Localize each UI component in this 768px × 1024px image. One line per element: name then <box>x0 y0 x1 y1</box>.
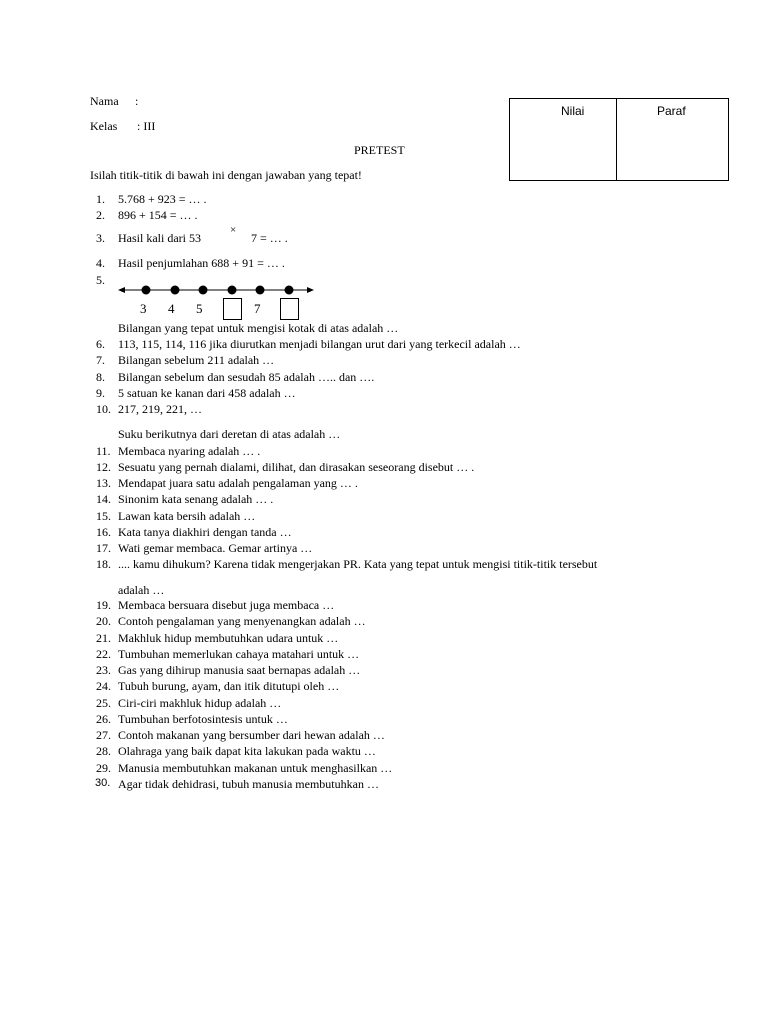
question-number: 28. <box>96 744 111 758</box>
question-number: 11. <box>96 444 111 458</box>
question-text: Membaca bersuara disebut juga membaca … <box>118 598 335 612</box>
number-line-caption: Bilangan yang tepat untuk mengisi kotak di atas adalah … <box>118 321 399 335</box>
question-text: Wati gemar membaca. Gemar artinya … <box>118 541 313 555</box>
question-number: 27. <box>96 728 111 742</box>
question-number: 20. <box>96 614 111 628</box>
number-line-point <box>256 286 265 295</box>
question-number: 22. <box>96 647 111 661</box>
number-line-point <box>228 286 237 295</box>
number-line-label: 3 <box>140 301 147 316</box>
question-text: Membaca nyaring adalah … . <box>118 444 261 458</box>
question-text: Bilangan sebelum dan sesudah 85 adalah ….. dan …. <box>118 370 375 384</box>
question-number: 2. <box>96 208 105 222</box>
nilai-header: Nilai <box>561 104 585 118</box>
question-number: 29. <box>96 761 111 775</box>
question-number: 18. <box>96 557 111 571</box>
instruction: Isilah titik-titik di bawah ini dengan jawaban yang tepat! <box>90 168 362 182</box>
q18-line2: adalah … <box>118 583 165 597</box>
number-line-label: 7 <box>254 301 261 316</box>
q3-suffix: 7 = … . <box>251 231 288 245</box>
question-text: 5 satuan ke kanan dari 458 adalah … <box>118 386 296 400</box>
question-number: 13. <box>96 476 111 490</box>
question-number: 5. <box>96 273 105 287</box>
question-text: Tubuh burung, ayam, dan itik ditutupi oleh … <box>118 679 340 693</box>
q10-followup: Suku berikutnya dari deretan di atas adalah … <box>118 427 341 441</box>
times-sign: × <box>230 224 237 236</box>
question-text: Sesuatu yang pernah dialami, dilihat, dan dirasakan seseorang disebut … . <box>118 460 475 474</box>
question-text: Tumbuhan berfotosintesis untuk … <box>118 712 288 726</box>
question-text: 5.768 + 923 = … . <box>118 192 207 206</box>
question-number: 9. <box>96 386 105 400</box>
page-title: PRETEST <box>354 143 405 157</box>
question-number: 7. <box>96 353 105 367</box>
question-text: 113, 115, 114, 116 jika diurutkan menjadi bilangan urut dari yang terkecil adalah … <box>118 337 521 351</box>
number-line-point <box>171 286 180 295</box>
kelas-value: : III <box>137 119 156 133</box>
question-text: 217, 219, 221, … <box>118 402 202 416</box>
question-text: Ciri-ciri makhluk hidup adalah … <box>118 696 282 710</box>
number-line-point <box>142 286 151 295</box>
question-number: 30. <box>95 777 111 789</box>
question-text: Agar tidak dehidrasi, tubuh manusia membutuhkan … <box>118 777 379 791</box>
question-number: 26. <box>96 712 111 726</box>
question-number: 24. <box>96 679 111 693</box>
question-number: 3. <box>96 231 105 245</box>
number-line-label: 4 <box>168 301 175 316</box>
question-number: 23. <box>96 663 111 677</box>
question-number: 17. <box>96 541 111 555</box>
score-box-divider <box>616 99 617 180</box>
right-arrow-icon <box>307 287 314 293</box>
number-line-point <box>285 286 294 295</box>
question-text: Gas yang dihirup manusia saat bernapas adalah … <box>118 663 361 677</box>
question-number: 10. <box>96 402 111 416</box>
question-text: Makhluk hidup membutuhkan udara untuk … <box>118 631 339 645</box>
paraf-header: Paraf <box>657 104 686 118</box>
question-text: Mendapat juara satu adalah pengalaman yang … . <box>118 476 358 490</box>
nama-colon: : <box>135 94 139 108</box>
question-text: Sinonim kata senang adalah … . <box>118 492 274 506</box>
question-text: Kata tanya diakhiri dengan tanda … <box>118 525 292 539</box>
answer-box[interactable] <box>223 298 242 320</box>
question-text: Hasil penjumlahan 688 + 91 = … . <box>118 256 285 270</box>
answer-box[interactable] <box>280 298 299 320</box>
score-box <box>509 98 729 181</box>
question-text: .... kamu dihukum? Karena tidak mengerjakan PR. Kata yang tepat untuk mengisi titik-titik tersebut <box>118 557 598 571</box>
question-text: Contoh pengalaman yang menyenangkan adalah … <box>118 614 366 628</box>
kelas-label: Kelas <box>90 119 118 133</box>
question-number: 15. <box>96 509 111 523</box>
question-number: 16. <box>96 525 111 539</box>
question-number: 8. <box>96 370 105 384</box>
number-line-point <box>199 286 208 295</box>
question-text: Contoh makanan yang bersumber dari hewan adalah … <box>118 728 385 742</box>
number-line <box>112 281 320 299</box>
nama-label: Nama <box>90 94 119 108</box>
question-number: 4. <box>96 256 105 270</box>
question-number: 25. <box>96 696 111 710</box>
number-line-label: 5 <box>196 301 203 316</box>
question-number: 6. <box>96 337 105 351</box>
question-number: 21. <box>96 631 111 645</box>
question-text: Tumbuhan memerlukan cahaya matahari untuk … <box>118 647 360 661</box>
q3-prefix: Hasil kali dari 53 <box>118 231 201 245</box>
question-text: Manusia membutuhkan makanan untuk menghasilkan … <box>118 761 393 775</box>
question-number: 14. <box>96 492 111 506</box>
question-text: Olahraga yang baik dapat kita lakukan pada waktu … <box>118 744 376 758</box>
question-text: Lawan kata bersih adalah … <box>118 509 256 523</box>
question-text: 896 + 154 = … . <box>118 208 198 222</box>
left-arrow-icon <box>118 287 125 293</box>
question-number: 12. <box>96 460 111 474</box>
question-text: Bilangan sebelum 211 adalah … <box>118 353 275 367</box>
question-number: 1. <box>96 192 105 206</box>
question-number: 19. <box>96 598 111 612</box>
